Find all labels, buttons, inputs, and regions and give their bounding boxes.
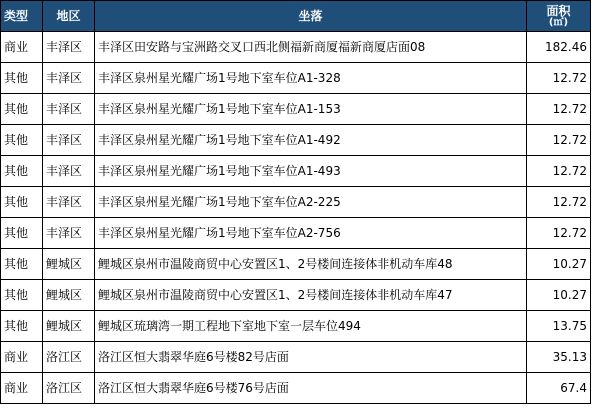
table-row bbox=[1, 32, 591, 63]
cell-type: 其他 bbox=[1, 187, 43, 218]
cell-type: 其他 bbox=[1, 311, 43, 342]
cell-size: 67.4 bbox=[527, 373, 591, 404]
cell-location: 丰泽区泉州星光耀广场1号地下室车位A1-328 bbox=[95, 63, 527, 94]
cell-type: 其他 bbox=[1, 125, 43, 156]
cell-size: 12.72 bbox=[527, 218, 591, 249]
cell-area: 丰泽区 bbox=[43, 156, 95, 187]
cell-area: 丰泽区 bbox=[43, 187, 95, 218]
cell-location: 丰泽区田安路与宝洲路交叉口西北侧福新商厦福新商厦店面08 bbox=[95, 32, 527, 63]
table-row bbox=[1, 373, 591, 404]
cell-type: 商业 bbox=[1, 373, 43, 404]
cell-size: 35.13 bbox=[527, 342, 591, 373]
header-size-label: 面积 bbox=[546, 3, 571, 18]
cell-location: 丰泽区泉州星光耀广场1号地下室车位A2-225 bbox=[95, 187, 527, 218]
cell-location: 鲤城区泉州市温陵商贸中心安置区1、2号楼间连接体非机动车库48 bbox=[95, 249, 527, 280]
cell-type: 其他 bbox=[1, 156, 43, 187]
cell-size: 13.75 bbox=[527, 311, 591, 342]
cell-size: 12.72 bbox=[527, 94, 591, 125]
cell-area: 丰泽区 bbox=[43, 125, 95, 156]
cell-type: 其他 bbox=[1, 249, 43, 280]
header-row bbox=[1, 1, 591, 32]
header-size bbox=[527, 1, 591, 32]
cell-location: 丰泽区泉州星光耀广场1号地下室车位A1-493 bbox=[95, 156, 527, 187]
cell-area: 鲤城区 bbox=[43, 249, 95, 280]
cell-size: 10.27 bbox=[527, 280, 591, 311]
cell-location: 鲤城区泉州市温陵商贸中心安置区1、2号楼间连接体非机动车库47 bbox=[95, 280, 527, 311]
table-header bbox=[1, 1, 591, 32]
cell-size: 12.72 bbox=[527, 187, 591, 218]
table-row bbox=[1, 311, 591, 342]
cell-size: 12.72 bbox=[527, 156, 591, 187]
cell-location: 洛江区恒大翡翠华庭6号楼82号店面 bbox=[95, 342, 527, 373]
table-row bbox=[1, 156, 591, 187]
cell-area: 丰泽区 bbox=[43, 63, 95, 94]
cell-size: 182.46 bbox=[527, 32, 591, 63]
table-row bbox=[1, 94, 591, 125]
cell-type: 其他 bbox=[1, 94, 43, 125]
cell-location: 丰泽区泉州星光耀广场1号地下室车位A1-492 bbox=[95, 125, 527, 156]
cell-area: 丰泽区 bbox=[43, 218, 95, 249]
cell-location: 丰泽区泉州星光耀广场1号地下室车位A2-756 bbox=[95, 218, 527, 249]
cell-area: 鲤城区 bbox=[43, 280, 95, 311]
cell-area: 鲤城区 bbox=[43, 311, 95, 342]
cell-type: 其他 bbox=[1, 280, 43, 311]
header-area: 地区 bbox=[43, 1, 95, 32]
table-row bbox=[1, 63, 591, 94]
cell-type: 商业 bbox=[1, 342, 43, 373]
cell-area: 洛江区 bbox=[43, 373, 95, 404]
cell-size: 10.27 bbox=[527, 249, 591, 280]
cell-location: 鲤城区琉璃湾一期工程地下室地下室一层车位494 bbox=[95, 311, 527, 342]
cell-type: 商业 bbox=[1, 32, 43, 63]
table-row bbox=[1, 187, 591, 218]
cell-area: 洛江区 bbox=[43, 342, 95, 373]
cell-area: 丰泽区 bbox=[43, 32, 95, 63]
table-row bbox=[1, 125, 591, 156]
cell-type: 其他 bbox=[1, 218, 43, 249]
cell-area: 丰泽区 bbox=[43, 94, 95, 125]
cell-type: 其他 bbox=[1, 63, 43, 94]
table-row bbox=[1, 342, 591, 373]
table-row bbox=[1, 249, 591, 280]
cell-location: 洛江区恒大翡翠华庭6号楼76号店面 bbox=[95, 373, 527, 404]
cell-location: 丰泽区泉州星光耀广场1号地下室车位A1-153 bbox=[95, 94, 527, 125]
cell-size: 12.72 bbox=[527, 125, 591, 156]
header-size-unit: (㎡) bbox=[548, 16, 569, 28]
header-type: 类型 bbox=[1, 1, 43, 32]
cell-size: 12.72 bbox=[527, 63, 591, 94]
table-body bbox=[1, 32, 591, 404]
table-row bbox=[1, 218, 591, 249]
table-row bbox=[1, 280, 591, 311]
header-location: 坐落 bbox=[95, 1, 527, 32]
